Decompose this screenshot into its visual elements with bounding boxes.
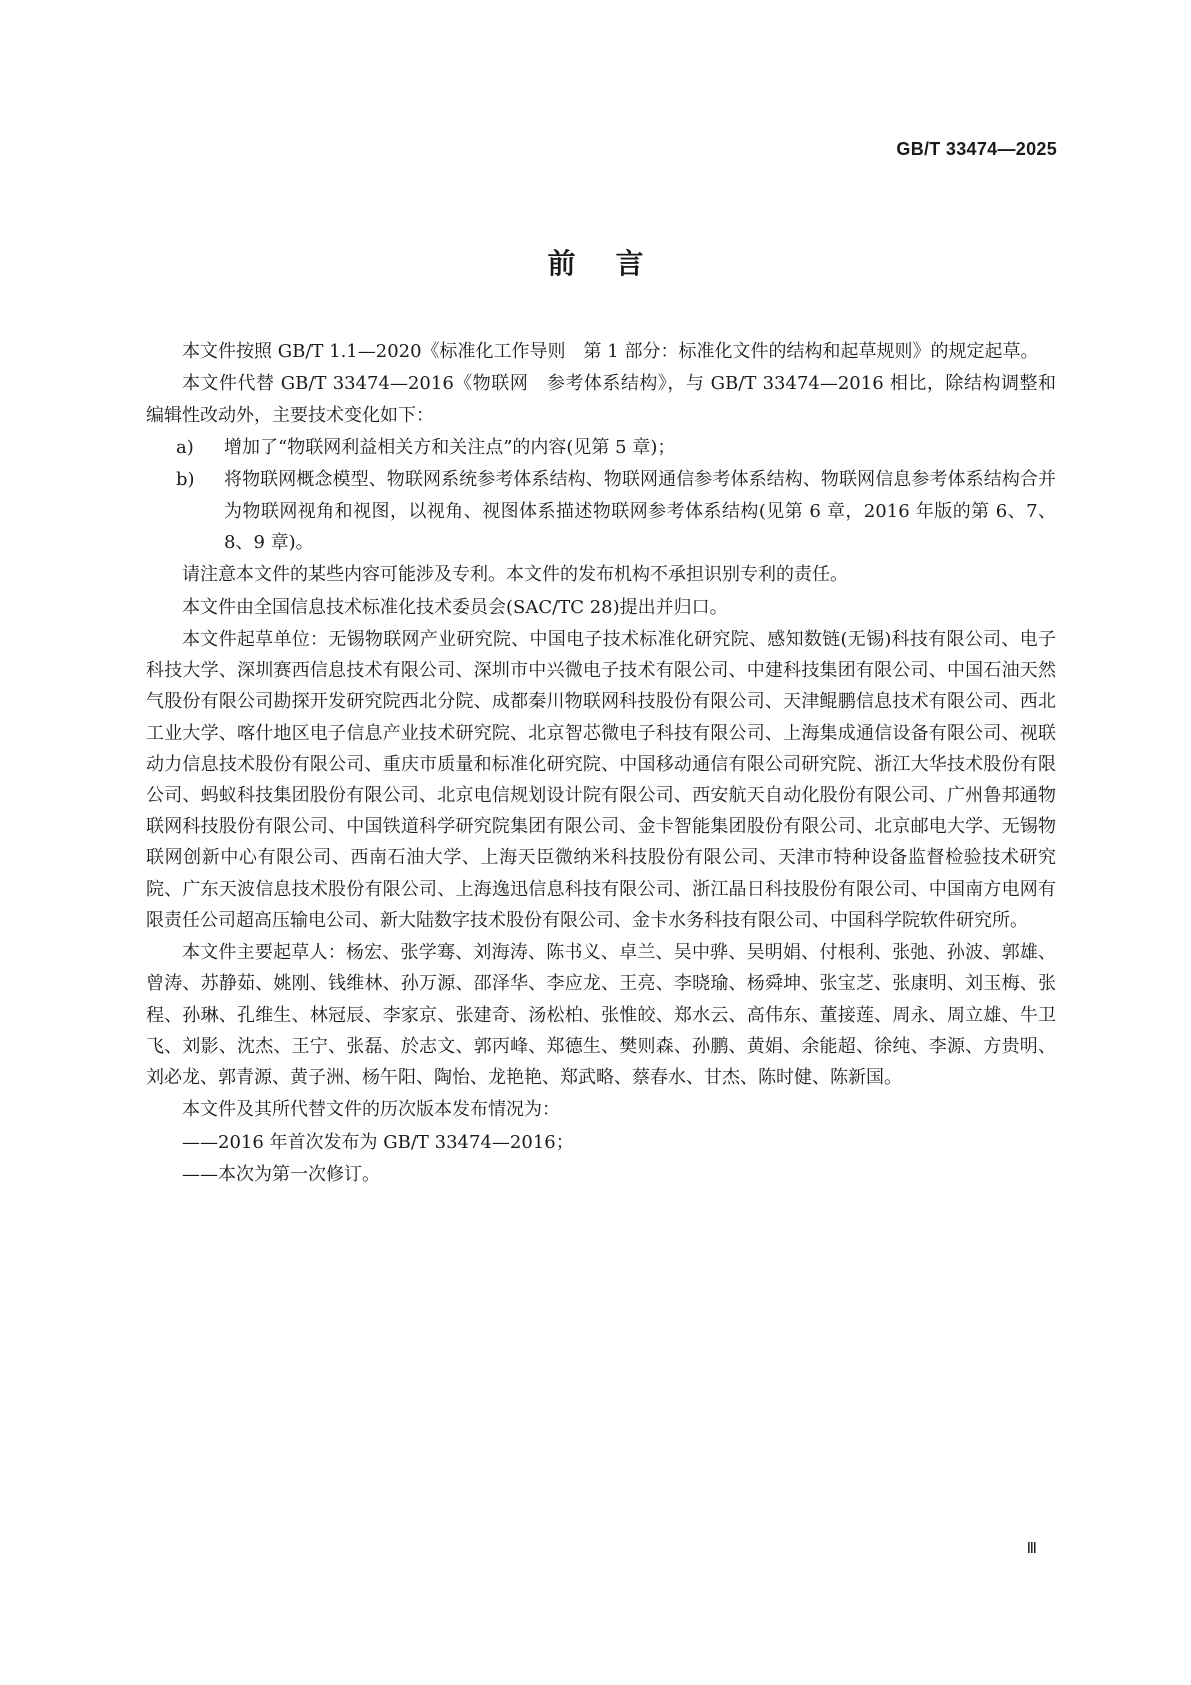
standard-code: GB/T 33474—2025 <box>896 139 1057 159</box>
list-marker-a: a) <box>176 436 194 458</box>
list-item-b <box>146 464 1056 558</box>
paragraph-committee: 本文件由全国信息技术标准化技术委员会(SAC/TC 28)提出并归口。 <box>182 596 728 618</box>
foreword-body <box>146 336 1056 1192</box>
paragraph-replacement: 本文件代替 GB/T 33474—2016《物联网 参考体系结构》，与 GB/T 33474—2016 相比，除结构调整和编辑性改动外，主要技术变化如下： <box>146 373 1056 426</box>
paragraph-patent: 请注意本文件的某些内容可能涉及专利。本文件的发布机构不承担识别专利的责任。 <box>182 564 848 586</box>
page-title: 前言 <box>547 247 684 280</box>
page-number: Ⅲ <box>1026 1541 1037 1557</box>
history-item-2016: ——2016 年首次发布为 GB/T 33474—2016； <box>182 1131 574 1153</box>
list-text-a: 增加了“物联网利益相关方和关注点”的内容(见第 5 章)； <box>224 436 676 458</box>
list-marker-b: b) <box>176 469 195 491</box>
paragraph-drafting-units: 本文件起草单位：无锡物联网产业研究院、中国电子技术标准化研究院、感知数链(无锡)科技有限公司、电子科技大学、深圳赛西信息技术有限公司、深圳市中兴微电子技术有限公司、中建科技集团有限公司、中国石油天然气股份有限公司勘探开发研究院西北分院、成都秦川物联网科技股份有限公司、天津鲲鹏信息技术有限公司、西北工业大学、喀什地区电子信息产业技术研究院、北京智芯微电子科技有限公司、上海集成通信设备有限公司、视联动力信息技术股份有限公司、重庆市质量和标准化研究院、中国移动通信有限公司研究院、浙江大华技术股份有限公司、蚂蚁科技集团股份有限公司、北京电信规划设计院有限公司、西安航天自动化股份有限公司、广州鲁邦通物联网科技股份有限公司、中国铁道科学研究院集团有限公司、金卡智能集团股份有限公司、北京邮电大学、无锡物联网创新中心有限公司、西南石油大学、上海天臣微纳米科技股份有限公司、天津市特种设备监督检验技术研究院、广东天波信息技术股份有限公司、上海逸迅信息科技有限公司、浙江晶日科技股份有限公司、中国南方电网有限责任公司超高压输电公司、新大陆数字技术股份有限公司、金卡水务科技有限公司、中国科学院软件研究所。 <box>146 628 1056 931</box>
paragraph-drafters: 本文件主要起草人：杨宏、张学骞、刘海涛、陈书义、卓兰、吴中骅、吴明娟、付根利、张弛、孙波、郭雄、曾涛、苏静茹、姚刚、钱维林、孙万源、邵泽华、李应龙、王亮、李晓瑜、杨舜坤、张宝芝、张康明、刘玉梅、张程、孙琳、孔维生、林冠辰、李家京、张建奇、汤松柏、张惟皎、郑水云、高伟东、董接莲、周永、周立雄、牛卫飞、刘影、沈杰、王宁、张磊、於志文、郭丙峰、郑德生、樊则森、孙鹏、黄娟、余能超、徐纯、李源、方贵明、刘必龙、郭青源、黄子洲、杨午阳、陶怡、龙艳艳、郑武略、蔡春水、甘杰、陈时健、陈新国。 <box>146 942 1056 1088</box>
paragraph-drafting-rules: 本文件按照 GB/T 1.1—2020《标准化工作导则 第 1 部分：标准化文件的结构和起草规则》的规定起草。 <box>182 341 1039 362</box>
paragraph-history: 本文件及其所代替文件的历次版本发布情况为： <box>182 1099 560 1121</box>
list-text-b: 将物联网概念模型、物联网系统参考体系结构、物联网通信参考体系结构、物联网信息参考体系结构合并为物联网视角和视图，以视角、视图体系描述物联网参考体系结构(见第 6 章，2016 年版的第 6、7、8、9 章)。 <box>224 469 1056 553</box>
history-item-current: ——本次为第一次修订。 <box>182 1164 380 1186</box>
list-item-a <box>146 432 1056 463</box>
